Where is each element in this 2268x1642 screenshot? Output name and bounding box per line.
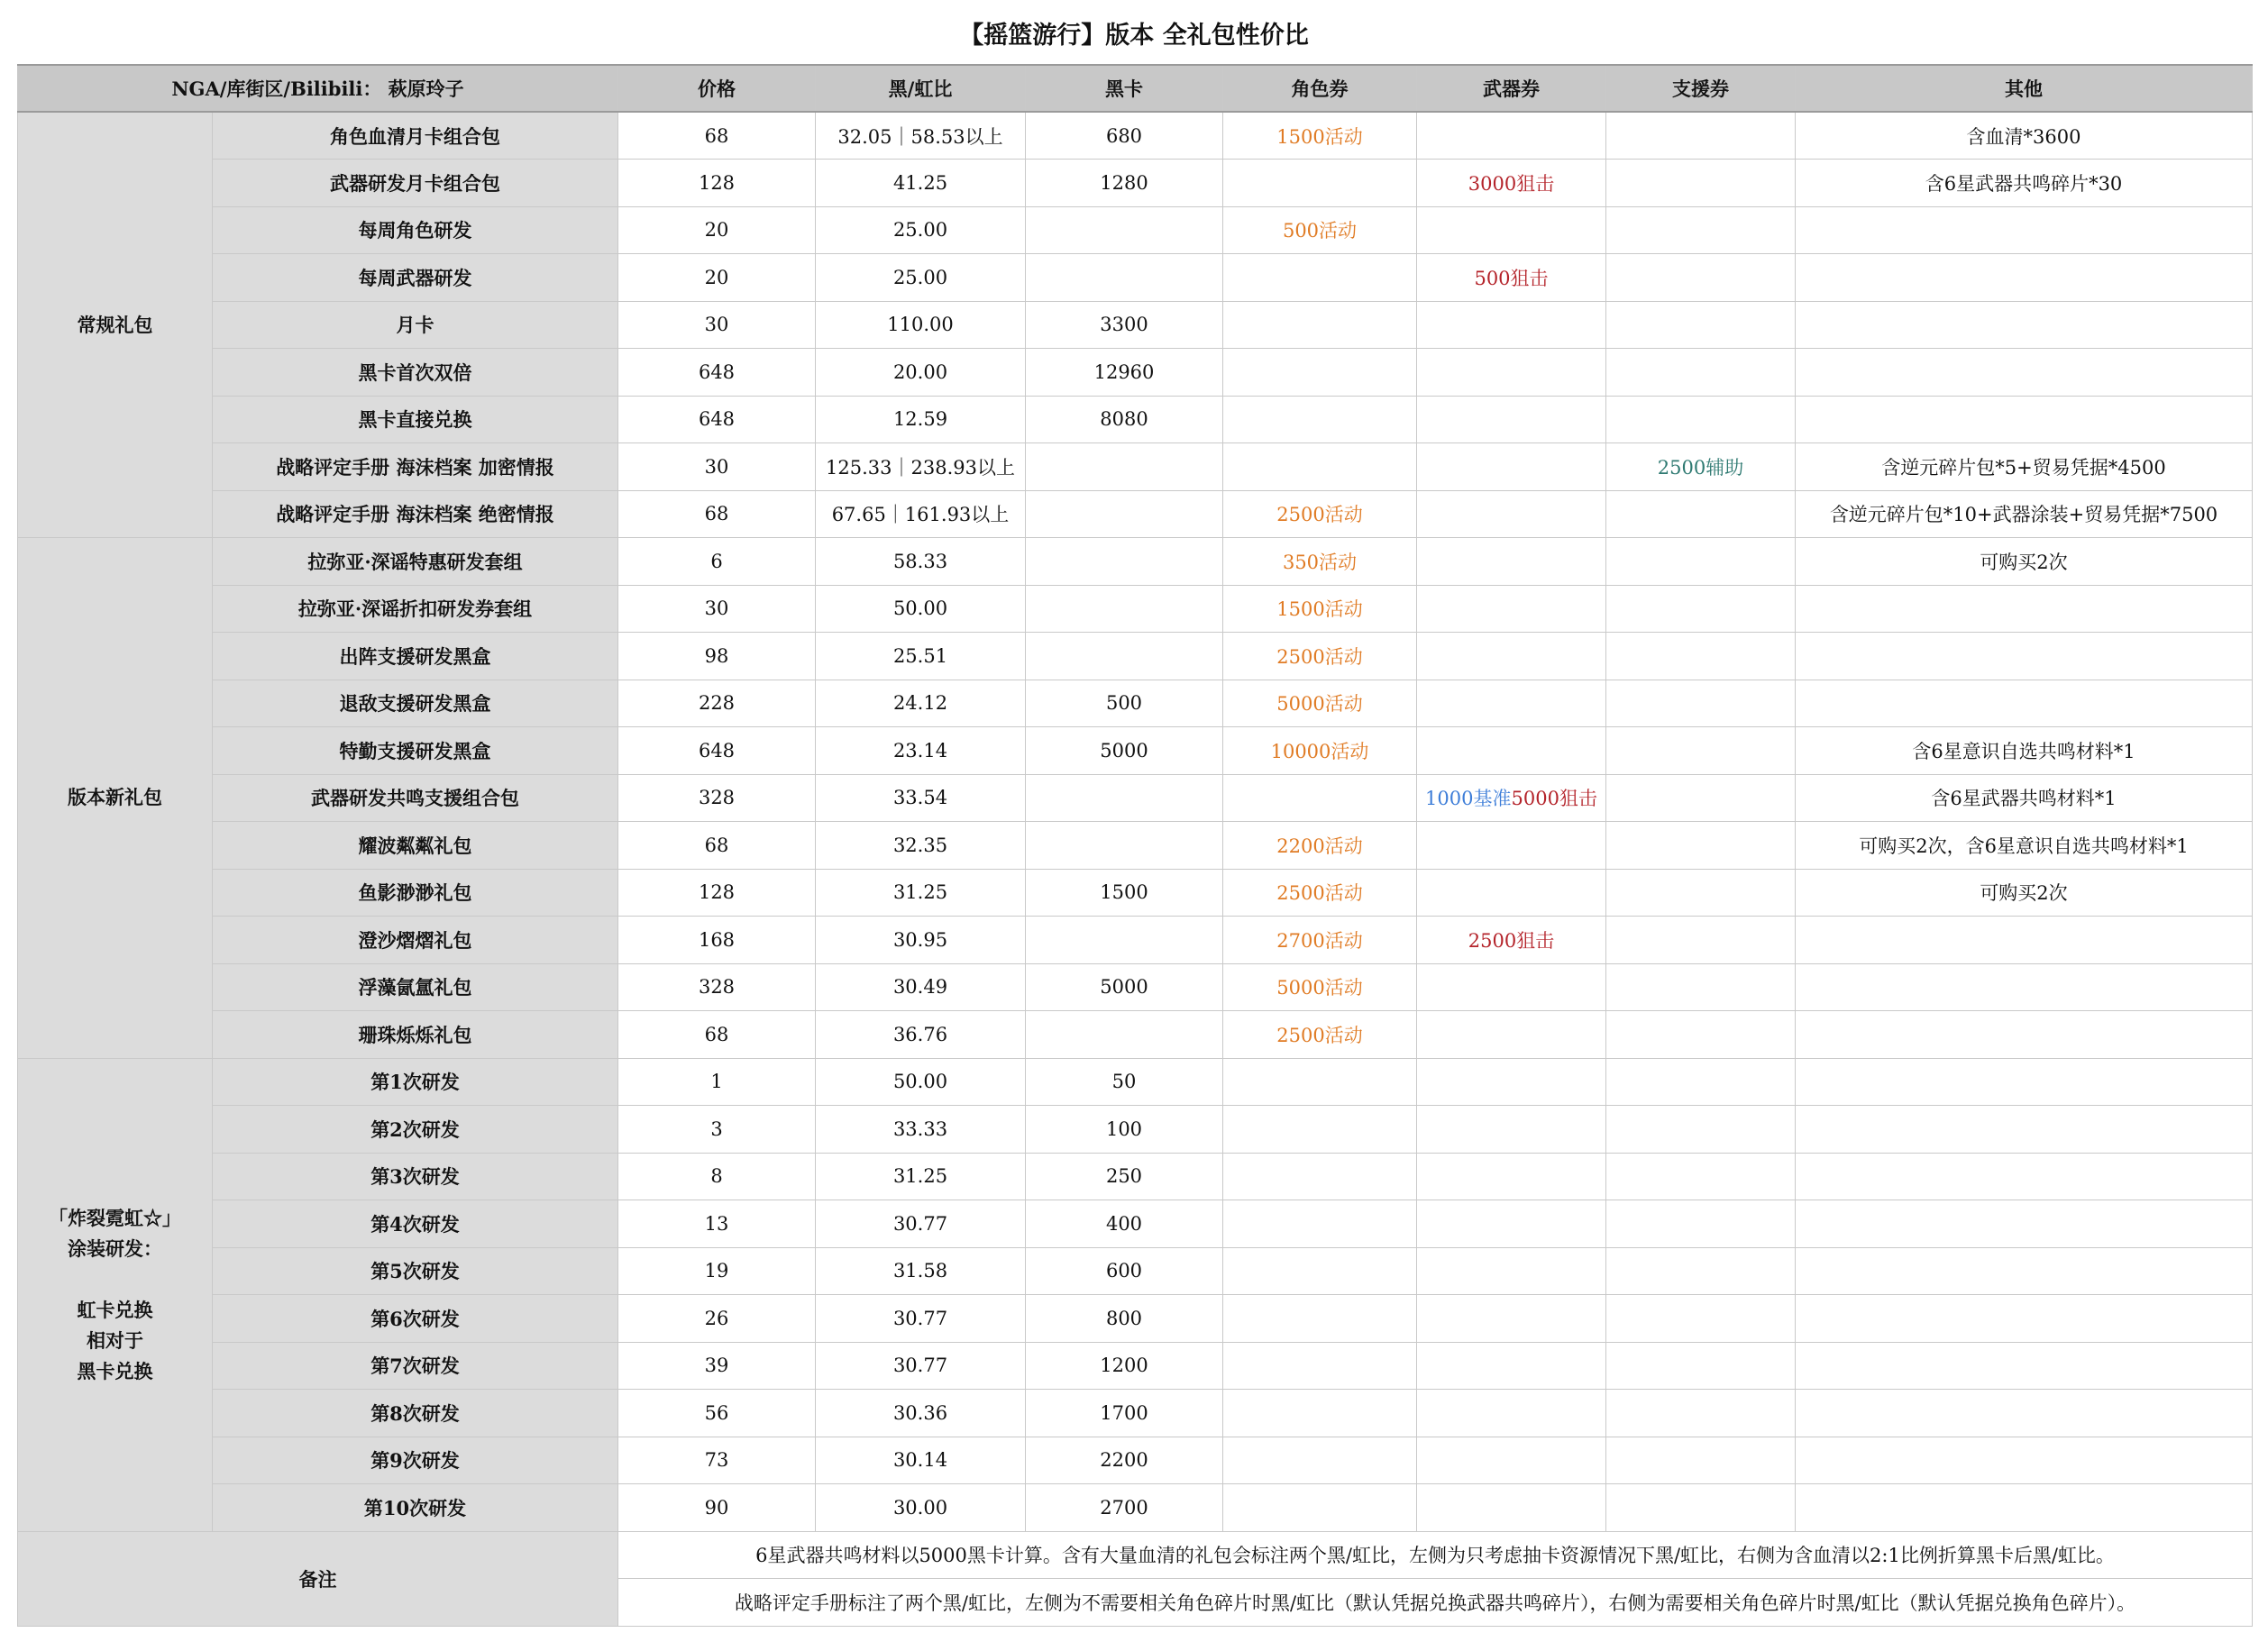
weapon-ticket-cell xyxy=(1417,585,1606,633)
support-ticket-cell xyxy=(1606,301,1796,349)
black-card-cell: 250 xyxy=(1026,1153,1223,1200)
char-ticket-cell xyxy=(1223,1200,1417,1248)
char-ticket-cell: 5000活动 xyxy=(1223,963,1417,1011)
table-row xyxy=(18,822,2253,870)
black-card-cell: 400 xyxy=(1026,1200,1223,1248)
black-card-cell: 8080 xyxy=(1026,396,1223,443)
weapon-ticket-cell xyxy=(1417,538,1606,586)
price-cell: 20 xyxy=(618,254,816,302)
weapon-ticket-cell xyxy=(1417,1106,1606,1154)
char-ticket-cell: 2500活动 xyxy=(1223,1011,1417,1059)
table-row xyxy=(18,1247,2253,1295)
pack-name: 第3次研发 xyxy=(213,1153,618,1200)
char-ticket-cell xyxy=(1223,349,1417,397)
price-cell: 648 xyxy=(618,349,816,397)
black-card-cell xyxy=(1026,774,1223,822)
weapon-ticket-cell xyxy=(1417,822,1606,870)
pack-name: 第4次研发 xyxy=(213,1200,618,1248)
weapon-ticket-cell xyxy=(1417,1295,1606,1343)
price-cell: 1 xyxy=(618,1058,816,1106)
pack-name: 第6次研发 xyxy=(213,1295,618,1343)
other-cell xyxy=(1796,1342,2253,1390)
notes-label: 备注 xyxy=(18,1531,618,1626)
support-ticket-cell xyxy=(1606,396,1796,443)
notes-line-2: 战略评定手册标注了两个黑/虹比，左侧为不需要相关角色碎片时黑/虹比（默认凭据兑换武器共鸣碎片），右侧为需要相关角色碎片时黑/虹比（默认凭据兑换角色碎片）。 xyxy=(618,1579,2253,1627)
support-ticket-cell xyxy=(1606,822,1796,870)
support-ticket-cell xyxy=(1606,254,1796,302)
ratio-cell: 30.49 xyxy=(816,963,1026,1011)
black-card-cell xyxy=(1026,490,1223,538)
char-ticket-cell xyxy=(1223,1342,1417,1390)
ratio-cell: 23.14 xyxy=(816,727,1026,775)
group-label-line: 黑卡兑换 xyxy=(77,1359,153,1382)
other-cell: 含血清*3600 xyxy=(1796,112,2253,160)
pack-name: 战略评定手册 海沫档案 绝密情报 xyxy=(213,490,618,538)
price-cell: 19 xyxy=(618,1247,816,1295)
support-ticket-cell xyxy=(1606,585,1796,633)
ratio-cell: 110.00 xyxy=(816,301,1026,349)
ratio-cell: 125.33｜238.93以上 xyxy=(816,443,1026,491)
black-card-cell: 1280 xyxy=(1026,160,1223,207)
weapon-sniper-value: 2500狙击 xyxy=(1468,929,1555,952)
weapon-ticket-cell xyxy=(1417,1011,1606,1059)
header-support-ticket: 支援券 xyxy=(1606,65,1796,112)
notes-line-1: 6星武器共鸣材料以5000黑卡计算。含有大量血清的礼包会标注两个黑/虹比，左侧为只考虑抽卡资源情况下黑/虹比，右侧为含血清以2:1比例折算黑卡后黑/虹比。 xyxy=(618,1531,2253,1579)
ratio-cell: 36.76 xyxy=(816,1011,1026,1059)
black-card-cell: 1700 xyxy=(1026,1390,1223,1437)
char-ticket-cell xyxy=(1223,1153,1417,1200)
support-ticket-cell xyxy=(1606,680,1796,727)
table-row xyxy=(18,301,2253,349)
black-card-cell: 3300 xyxy=(1026,301,1223,349)
other-cell xyxy=(1796,1390,2253,1437)
support-ticket-cell xyxy=(1606,1200,1796,1248)
table-row xyxy=(18,963,2253,1011)
weapon-ticket-cell xyxy=(1417,1484,1606,1532)
price-cell: 6 xyxy=(618,538,816,586)
weapon-ticket-cell xyxy=(1417,869,1606,917)
price-cell: 26 xyxy=(618,1295,816,1343)
other-cell xyxy=(1796,396,2253,443)
ratio-cell: 30.00 xyxy=(816,1484,1026,1532)
weapon-ticket-cell xyxy=(1417,1247,1606,1295)
weapon-sniper-value: 500狙击 xyxy=(1474,267,1549,289)
weapon-ticket-cell xyxy=(1417,206,1606,254)
support-ticket-cell xyxy=(1606,1247,1796,1295)
header-char-ticket: 角色券 xyxy=(1223,65,1417,112)
black-card-cell: 50 xyxy=(1026,1058,1223,1106)
support-ticket-cell xyxy=(1606,869,1796,917)
other-cell xyxy=(1796,633,2253,680)
ratio-cell: 25.51 xyxy=(816,633,1026,680)
char-ticket-cell xyxy=(1223,254,1417,302)
group-label-regular: 常规礼包 xyxy=(18,112,213,538)
weapon-ticket-cell xyxy=(1417,917,1606,964)
weapon-ticket-cell xyxy=(1417,963,1606,1011)
black-card-cell: 1500 xyxy=(1026,869,1223,917)
black-card-cell: 2200 xyxy=(1026,1437,1223,1484)
black-card-cell xyxy=(1026,206,1223,254)
table-row xyxy=(18,443,2253,491)
support-ticket-cell xyxy=(1606,349,1796,397)
pack-name: 澄沙熠熠礼包 xyxy=(213,917,618,964)
price-cell: 68 xyxy=(618,822,816,870)
price-cell: 68 xyxy=(618,1011,816,1059)
header-weapon-ticket: 武器券 xyxy=(1417,65,1606,112)
support-ticket-cell xyxy=(1606,490,1796,538)
weapon-ticket-cell xyxy=(1417,727,1606,775)
support-ticket-cell xyxy=(1606,1484,1796,1532)
char-ticket-cell: 1500活动 xyxy=(1223,112,1417,160)
support-ticket-cell xyxy=(1606,1011,1796,1059)
table-row xyxy=(18,680,2253,727)
char-ticket-cell: 2500活动 xyxy=(1223,869,1417,917)
other-cell xyxy=(1796,301,2253,349)
black-card-cell: 800 xyxy=(1026,1295,1223,1343)
other-cell: 含逆元碎片包*10+武器涂装+贸易凭据*7500 xyxy=(1796,490,2253,538)
pack-name: 浮藻氤氲礼包 xyxy=(213,963,618,1011)
weapon-ticket-cell xyxy=(1417,633,1606,680)
price-cell: 56 xyxy=(618,1390,816,1437)
black-card-cell xyxy=(1026,1011,1223,1059)
header-row xyxy=(18,65,2253,112)
other-cell xyxy=(1796,1295,2253,1343)
table-row xyxy=(18,869,2253,917)
price-cell: 73 xyxy=(618,1437,816,1484)
price-cell: 128 xyxy=(618,869,816,917)
other-cell xyxy=(1796,1200,2253,1248)
ratio-cell: 33.54 xyxy=(816,774,1026,822)
support-ticket-cell: 2500辅助 xyxy=(1606,443,1796,491)
weapon-ticket-cell xyxy=(1417,490,1606,538)
other-cell: 含6星意识自选共鸣材料*1 xyxy=(1796,727,2253,775)
char-ticket-cell: 2500活动 xyxy=(1223,633,1417,680)
table-row xyxy=(18,1295,2253,1343)
pack-name: 第9次研发 xyxy=(213,1437,618,1484)
pack-name: 珊珠烁烁礼包 xyxy=(213,1011,618,1059)
other-cell xyxy=(1796,254,2253,302)
pack-name: 战略评定手册 海沫档案 加密情报 xyxy=(213,443,618,491)
weapon-ticket-cell xyxy=(1417,1437,1606,1484)
pack-name: 第2次研发 xyxy=(213,1106,618,1154)
black-card-cell: 600 xyxy=(1026,1247,1223,1295)
header-price: 价格 xyxy=(618,65,816,112)
char-ticket-cell xyxy=(1223,1058,1417,1106)
weapon-sniper-value: 5000狙击 xyxy=(1511,788,1597,810)
other-cell: 可购买2次 xyxy=(1796,869,2253,917)
price-cell: 8 xyxy=(618,1153,816,1200)
gift-pack-table xyxy=(17,64,2253,1627)
ratio-cell: 30.95 xyxy=(816,917,1026,964)
black-card-cell: 1200 xyxy=(1026,1342,1223,1390)
price-cell: 20 xyxy=(618,206,816,254)
support-ticket-cell xyxy=(1606,917,1796,964)
other-cell: 可购买2次 xyxy=(1796,538,2253,586)
ratio-cell: 30.77 xyxy=(816,1200,1026,1248)
price-cell: 168 xyxy=(618,917,816,964)
other-cell xyxy=(1796,1484,2253,1532)
char-ticket-cell xyxy=(1223,396,1417,443)
black-card-cell xyxy=(1026,633,1223,680)
pack-name: 第5次研发 xyxy=(213,1247,618,1295)
price-cell: 648 xyxy=(618,396,816,443)
other-cell xyxy=(1796,206,2253,254)
price-cell: 328 xyxy=(618,963,816,1011)
weapon-ticket-cell xyxy=(1417,301,1606,349)
weapon-sniper-value: 3000狙击 xyxy=(1468,172,1555,195)
support-ticket-cell xyxy=(1606,774,1796,822)
char-ticket-cell: 2200活动 xyxy=(1223,822,1417,870)
support-ticket-cell xyxy=(1606,206,1796,254)
ratio-cell: 25.00 xyxy=(816,206,1026,254)
ratio-cell: 58.33 xyxy=(816,538,1026,586)
support-ticket-cell xyxy=(1606,1106,1796,1154)
table-row xyxy=(18,1058,2253,1106)
other-cell xyxy=(1796,1106,2253,1154)
table-row xyxy=(18,1106,2253,1154)
support-ticket-cell xyxy=(1606,963,1796,1011)
group-label-line: 涂装研发： xyxy=(68,1236,162,1260)
price-cell: 39 xyxy=(618,1342,816,1390)
support-ticket-cell xyxy=(1606,160,1796,207)
weapon-ticket-cell xyxy=(1417,1153,1606,1200)
other-cell: 含6星武器共鸣材料*1 xyxy=(1796,774,2253,822)
ratio-cell: 31.25 xyxy=(816,869,1026,917)
support-ticket-cell xyxy=(1606,1153,1796,1200)
table-row xyxy=(18,917,2253,964)
support-ticket-cell xyxy=(1606,1437,1796,1484)
pack-name: 出阵支援研发黑盒 xyxy=(213,633,618,680)
table-row xyxy=(18,727,2253,775)
char-ticket-cell xyxy=(1223,301,1417,349)
table-row xyxy=(18,1153,2253,1200)
support-ticket-cell xyxy=(1606,1390,1796,1437)
black-card-cell xyxy=(1026,443,1223,491)
other-cell xyxy=(1796,963,2253,1011)
ratio-cell: 20.00 xyxy=(816,349,1026,397)
pack-name: 第8次研发 xyxy=(213,1390,618,1437)
other-cell xyxy=(1796,1437,2253,1484)
ratio-cell: 30.36 xyxy=(816,1390,1026,1437)
price-cell: 30 xyxy=(618,443,816,491)
weapon-base-value: 1000基准 xyxy=(1425,788,1512,810)
price-cell: 98 xyxy=(618,633,816,680)
weapon-ticket-cell xyxy=(1417,112,1606,160)
group-label-line: 「炸裂霓虹☆」 xyxy=(49,1206,181,1229)
char-ticket-cell xyxy=(1223,1390,1417,1437)
table-row xyxy=(18,1200,2253,1248)
price-cell: 328 xyxy=(618,774,816,822)
ratio-cell: 24.12 xyxy=(816,680,1026,727)
pack-name: 拉弥亚·深谣特惠研发套组 xyxy=(213,538,618,586)
header-ratio: 黑/虹比 xyxy=(816,65,1026,112)
weapon-ticket-cell xyxy=(1417,160,1606,207)
other-cell xyxy=(1796,1058,2253,1106)
pack-name: 第1次研发 xyxy=(213,1058,618,1106)
ratio-cell: 32.35 xyxy=(816,822,1026,870)
price-cell: 3 xyxy=(618,1106,816,1154)
weapon-ticket-cell xyxy=(1417,1200,1606,1248)
price-cell: 128 xyxy=(618,160,816,207)
other-cell: 含逆元碎片包*5+贸易凭据*4500 xyxy=(1796,443,2253,491)
table-row xyxy=(18,538,2253,586)
ratio-cell: 31.25 xyxy=(816,1153,1026,1200)
pack-name: 特勤支援研发黑盒 xyxy=(213,727,618,775)
other-cell xyxy=(1796,1153,2253,1200)
ratio-cell: 32.05｜58.53以上 xyxy=(816,112,1026,160)
table-row xyxy=(18,1011,2253,1059)
pack-name: 月卡 xyxy=(213,301,618,349)
char-ticket-cell xyxy=(1223,774,1417,822)
ratio-cell: 50.00 xyxy=(816,585,1026,633)
other-cell xyxy=(1796,680,2253,727)
support-ticket-cell xyxy=(1606,112,1796,160)
header-black-card: 黑卡 xyxy=(1026,65,1223,112)
page-title: 【摇篮游行】版本 全礼包性价比 xyxy=(959,21,1309,50)
pack-name: 每周武器研发 xyxy=(213,254,618,302)
weapon-ticket-cell xyxy=(1417,774,1606,822)
price-cell: 13 xyxy=(618,1200,816,1248)
black-card-cell: 5000 xyxy=(1026,727,1223,775)
char-ticket-cell: 500活动 xyxy=(1223,206,1417,254)
table-row xyxy=(18,585,2253,633)
group-label-new: 版本新礼包 xyxy=(18,538,213,1059)
ratio-cell: 25.00 xyxy=(816,254,1026,302)
pack-name: 鱼影渺渺礼包 xyxy=(213,869,618,917)
group-label-spacer xyxy=(22,1264,208,1295)
support-ticket-cell xyxy=(1606,727,1796,775)
ratio-cell: 30.77 xyxy=(816,1342,1026,1390)
header-other: 其他 xyxy=(1796,65,2253,112)
pack-name: 黑卡首次双倍 xyxy=(213,349,618,397)
pack-name: 武器研发共鸣支援组合包 xyxy=(213,774,618,822)
weapon-ticket-cell xyxy=(1417,1390,1606,1437)
char-ticket-cell xyxy=(1223,1247,1417,1295)
char-ticket-cell: 2700活动 xyxy=(1223,917,1417,964)
price-cell: 228 xyxy=(618,680,816,727)
char-ticket-cell xyxy=(1223,1437,1417,1484)
price-cell: 90 xyxy=(618,1484,816,1532)
pack-name: 角色血清月卡组合包 xyxy=(213,112,618,160)
table-row xyxy=(18,349,2253,397)
other-cell: 可购买2次，含6星意识自选共鸣材料*1 xyxy=(1796,822,2253,870)
ratio-cell: 12.59 xyxy=(816,396,1026,443)
char-ticket-cell: 350活动 xyxy=(1223,538,1417,586)
pack-name: 退敌支援研发黑盒 xyxy=(213,680,618,727)
black-card-cell xyxy=(1026,254,1223,302)
char-ticket-cell: 5000活动 xyxy=(1223,680,1417,727)
price-cell: 30 xyxy=(618,301,816,349)
support-ticket-cell xyxy=(1606,1342,1796,1390)
black-card-cell: 2700 xyxy=(1026,1484,1223,1532)
ratio-cell: 33.33 xyxy=(816,1106,1026,1154)
weapon-ticket-cell xyxy=(1417,396,1606,443)
weapon-ticket-cell xyxy=(1417,1342,1606,1390)
other-cell: 含6星武器共鸣碎片*30 xyxy=(1796,160,2253,207)
group-label-line: 相对于 xyxy=(87,1328,143,1352)
other-cell xyxy=(1796,349,2253,397)
header-author: NGA/库街区/Bilibili： 萩原玲子 xyxy=(18,65,618,112)
notes-row xyxy=(18,1531,2253,1579)
pack-name: 耀波粼粼礼包 xyxy=(213,822,618,870)
pack-name: 第10次研发 xyxy=(213,1484,618,1532)
group-label-skin xyxy=(18,1058,213,1531)
pack-name: 黑卡直接兑换 xyxy=(213,396,618,443)
table-row xyxy=(18,254,2253,302)
weapon-ticket-cell xyxy=(1417,680,1606,727)
char-ticket-cell: 2500活动 xyxy=(1223,490,1417,538)
ratio-cell: 67.65｜161.93以上 xyxy=(816,490,1026,538)
support-ticket-cell xyxy=(1606,538,1796,586)
black-card-cell xyxy=(1026,822,1223,870)
ratio-cell: 50.00 xyxy=(816,1058,1026,1106)
char-ticket-cell xyxy=(1223,1106,1417,1154)
support-ticket-cell xyxy=(1606,633,1796,680)
weapon-ticket-cell xyxy=(1417,443,1606,491)
black-card-cell: 680 xyxy=(1026,112,1223,160)
black-card-cell: 5000 xyxy=(1026,963,1223,1011)
other-cell xyxy=(1796,585,2253,633)
ratio-cell: 30.77 xyxy=(816,1295,1026,1343)
ratio-cell: 31.58 xyxy=(816,1247,1026,1295)
pack-name: 每周角色研发 xyxy=(213,206,618,254)
char-ticket-cell xyxy=(1223,160,1417,207)
pack-name: 第7次研发 xyxy=(213,1342,618,1390)
price-cell: 68 xyxy=(618,490,816,538)
weapon-ticket-cell xyxy=(1417,254,1606,302)
price-cell: 648 xyxy=(618,727,816,775)
table-row xyxy=(18,1437,2253,1484)
weapon-ticket-cell xyxy=(1417,1058,1606,1106)
char-ticket-cell: 1500活动 xyxy=(1223,585,1417,633)
table-row xyxy=(18,206,2253,254)
price-cell: 68 xyxy=(618,112,816,160)
black-card-cell xyxy=(1026,917,1223,964)
table-row xyxy=(18,396,2253,443)
table-row xyxy=(18,490,2253,538)
table-row xyxy=(18,1342,2253,1390)
black-card-cell: 100 xyxy=(1026,1106,1223,1154)
black-card-cell xyxy=(1026,585,1223,633)
support-ticket-cell xyxy=(1606,1058,1796,1106)
other-cell xyxy=(1796,917,2253,964)
char-ticket-cell xyxy=(1223,443,1417,491)
black-card-cell: 500 xyxy=(1026,680,1223,727)
char-ticket-cell xyxy=(1223,1295,1417,1343)
other-cell xyxy=(1796,1011,2253,1059)
group-label-line: 虹卡兑换 xyxy=(77,1298,153,1321)
table-row xyxy=(18,1390,2253,1437)
support-ticket-cell xyxy=(1606,1295,1796,1343)
pack-name: 武器研发月卡组合包 xyxy=(213,160,618,207)
table-row xyxy=(18,1484,2253,1532)
weapon-ticket-cell xyxy=(1417,349,1606,397)
table-row xyxy=(18,633,2253,680)
table-row xyxy=(18,112,2253,160)
ratio-cell: 41.25 xyxy=(816,160,1026,207)
black-card-cell: 12960 xyxy=(1026,349,1223,397)
ratio-cell: 30.14 xyxy=(816,1437,1026,1484)
pack-name: 拉弥亚·深谣折扣研发券套组 xyxy=(213,585,618,633)
char-ticket-cell xyxy=(1223,1484,1417,1532)
price-cell: 30 xyxy=(618,585,816,633)
other-cell xyxy=(1796,1247,2253,1295)
char-ticket-cell: 10000活动 xyxy=(1223,727,1417,775)
table-row xyxy=(18,774,2253,822)
black-card-cell xyxy=(1026,538,1223,586)
table-row xyxy=(18,160,2253,207)
